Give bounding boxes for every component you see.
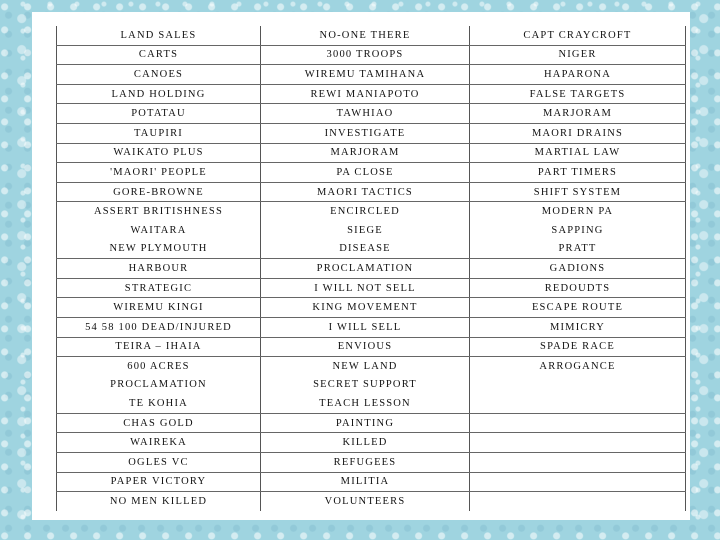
table-cell: TE KOHIA <box>57 394 261 413</box>
table-cell: SHIFT SYSTEM <box>470 182 686 202</box>
table-cell: REWI MANIAPOTO <box>261 84 470 104</box>
table-cell: ASSERT BRITISHNESS <box>57 202 261 221</box>
table-cell: NO MEN KILLED <box>57 492 261 511</box>
word-grid-body <box>57 26 686 511</box>
table-cell: VOLUNTEERS <box>261 492 470 511</box>
table-cell: 3000 TROOPS <box>261 45 470 65</box>
table-cell: INVESTIGATE <box>261 123 470 143</box>
table-cell: MAORI DRAINS <box>470 123 686 143</box>
table-cell: PROCLAMATION <box>57 376 261 395</box>
table-cell: CANOES <box>57 65 261 85</box>
table-row <box>57 413 686 433</box>
table-row <box>57 259 686 279</box>
table-cell: KING MOVEMENT <box>261 298 470 318</box>
table-cell <box>470 492 686 511</box>
table-cell: DISEASE <box>261 240 470 259</box>
table-row <box>57 240 686 259</box>
table-row <box>57 163 686 183</box>
table-cell: NO-ONE THERE <box>261 26 470 45</box>
table-cell: PART TIMERS <box>470 163 686 183</box>
table-cell: MILITIA <box>261 472 470 492</box>
table-cell: SAPPING <box>470 221 686 240</box>
table-cell: 600 ACRES <box>57 357 261 376</box>
table-cell: HARBOUR <box>57 259 261 279</box>
table-cell: NIGER <box>470 45 686 65</box>
table-cell: CARTS <box>57 45 261 65</box>
table-cell: MARJORAM <box>470 104 686 124</box>
table-cell: MAORI TACTICS <box>261 182 470 202</box>
table-cell <box>470 413 686 433</box>
table-cell: TEIRA – IHAIA <box>57 337 261 357</box>
table-cell: ESCAPE ROUTE <box>470 298 686 318</box>
table-cell <box>470 376 686 395</box>
table-row <box>57 472 686 492</box>
table-cell: CHAS GOLD <box>57 413 261 433</box>
table-cell: ARROGANCE <box>470 357 686 376</box>
table-cell: MARTIAL LAW <box>470 143 686 163</box>
table-cell: POTATAU <box>57 104 261 124</box>
table-cell: TAWHIAO <box>261 104 470 124</box>
table-cell: SIEGE <box>261 221 470 240</box>
table-cell: MARJORAM <box>261 143 470 163</box>
table-cell: NEW PLYMOUTH <box>57 240 261 259</box>
table-row <box>57 357 686 376</box>
table-row <box>57 45 686 65</box>
table-row <box>57 394 686 413</box>
table-cell: MIMICRY <box>470 317 686 337</box>
table-cell: 'MAORI' PEOPLE <box>57 163 261 183</box>
table-cell: PA CLOSE <box>261 163 470 183</box>
table-cell: STRATEGIC <box>57 278 261 298</box>
table-cell: TAUPIRI <box>57 123 261 143</box>
table-row <box>57 221 686 240</box>
table-cell <box>470 394 686 413</box>
white-sheet <box>32 12 690 520</box>
table-cell: GADIONS <box>470 259 686 279</box>
table-cell: I WILL SELL <box>261 317 470 337</box>
table-cell: MODERN PA <box>470 202 686 221</box>
table-row <box>57 376 686 395</box>
table-cell: LAND SALES <box>57 26 261 45</box>
table-cell: ENVIOUS <box>261 337 470 357</box>
table-row <box>57 104 686 124</box>
table-row <box>57 278 686 298</box>
table-cell: ENCIRCLED <box>261 202 470 221</box>
table-cell <box>470 472 686 492</box>
table-row <box>57 65 686 85</box>
table-cell: KILLED <box>261 433 470 453</box>
table-cell: HAPARONA <box>470 65 686 85</box>
table-cell <box>470 453 686 473</box>
table-cell: NEW LAND <box>261 357 470 376</box>
table-cell: GORE-BROWNE <box>57 182 261 202</box>
table-row <box>57 84 686 104</box>
table-row <box>57 317 686 337</box>
table-row <box>57 123 686 143</box>
table-cell: OGLES VC <box>57 453 261 473</box>
table-cell: REFUGEES <box>261 453 470 473</box>
table-cell: CAPT CRAYCROFT <box>470 26 686 45</box>
table-cell: SECRET SUPPORT <box>261 376 470 395</box>
word-grid-table <box>56 26 686 511</box>
table-row <box>57 453 686 473</box>
table-cell: FALSE TARGETS <box>470 84 686 104</box>
table-row <box>57 492 686 511</box>
table-cell: WAIKATO PLUS <box>57 143 261 163</box>
table-cell <box>470 433 686 453</box>
table-cell: PAPER VICTORY <box>57 472 261 492</box>
table-cell: PAINTING <box>261 413 470 433</box>
table-row <box>57 202 686 221</box>
table-cell: 54 58 100 DEAD/INJURED <box>57 317 261 337</box>
table-cell: SPADE RACE <box>470 337 686 357</box>
table-cell: WAIREKA <box>57 433 261 453</box>
table-row <box>57 298 686 318</box>
table-cell: WIREMU KINGI <box>57 298 261 318</box>
table-row <box>57 143 686 163</box>
table-cell: PRATT <box>470 240 686 259</box>
table-cell: PROCLAMATION <box>261 259 470 279</box>
table-cell: REDOUDTS <box>470 278 686 298</box>
table-row <box>57 26 686 45</box>
table-row <box>57 337 686 357</box>
table-cell: TEACH LESSON <box>261 394 470 413</box>
table-row <box>57 433 686 453</box>
table-cell: WIREMU TAMIHANA <box>261 65 470 85</box>
table-cell: LAND HOLDING <box>57 84 261 104</box>
table-cell: I WILL NOT SELL <box>261 278 470 298</box>
table-cell: WAITARA <box>57 221 261 240</box>
table-row <box>57 182 686 202</box>
